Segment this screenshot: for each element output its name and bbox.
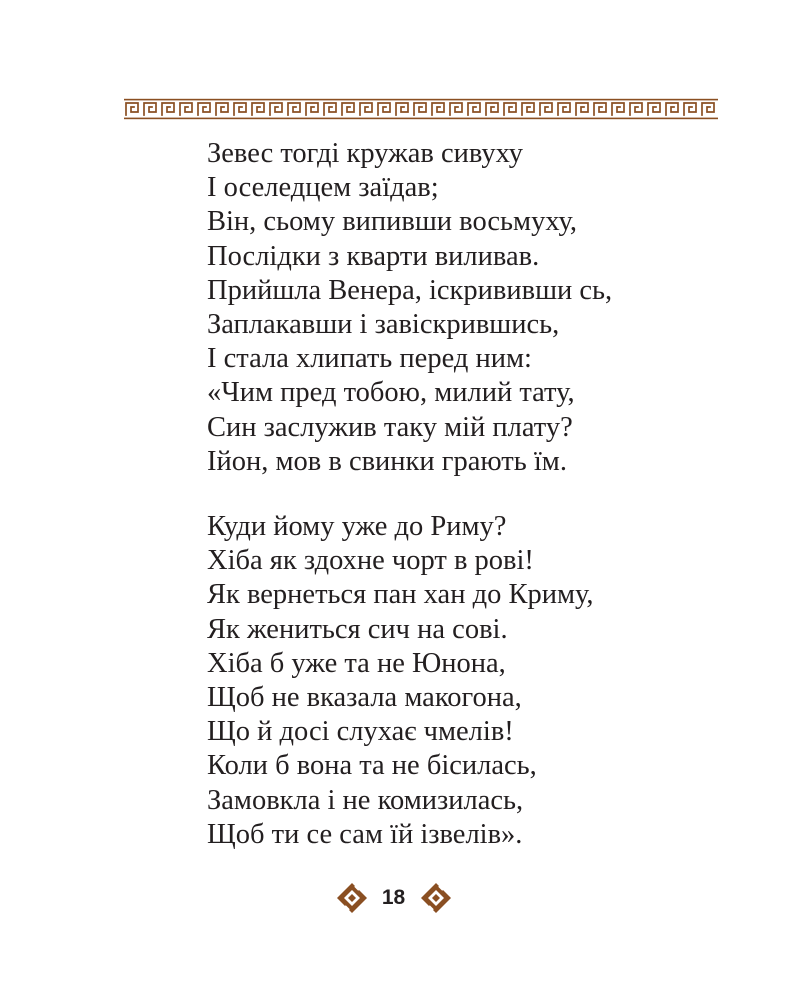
verse-line: Замовкла і не комизилась, bbox=[207, 784, 524, 816]
verse-line: Що й досі слухає чмелів! bbox=[207, 716, 514, 748]
page-footer bbox=[0, 880, 787, 916]
verse-line: Хіба як здохне чорт в рові! bbox=[207, 545, 534, 577]
diamond-spiral-ornament-icon bbox=[335, 881, 369, 915]
verse-line: Щоб ти се сам їй ізвелів». bbox=[207, 818, 523, 850]
diamond-spiral-ornament-icon bbox=[419, 881, 453, 915]
verse-line: «Чим пред тобою, милий тату, bbox=[207, 377, 575, 409]
verse-line: І стала хлипать перед ним: bbox=[207, 343, 532, 375]
verse-line: Коли б вона та не бісилась, bbox=[207, 750, 537, 782]
poem-stanza-1 bbox=[207, 137, 612, 479]
verse-line: Куди йому уже до Риму? bbox=[207, 511, 507, 542]
verse-line: Зевес тогді кружав сивуху bbox=[207, 138, 524, 169]
verse-line: І оселедцем заїдав; bbox=[207, 172, 439, 204]
greek-meander-border bbox=[124, 98, 718, 120]
verse-line: Хіба б уже та не Юнона, bbox=[207, 647, 506, 679]
poem-stanza-2 bbox=[207, 510, 594, 852]
verse-line: Він, сьому випивши восьмуху, bbox=[207, 206, 578, 238]
verse-line: Прийшла Венера, іскрививши сь, bbox=[207, 274, 613, 306]
verse-line: Як жениться сич на сові. bbox=[207, 613, 508, 645]
verse-line: Син заслужив таку мій плату? bbox=[207, 411, 573, 443]
verse-line: Як вернеться пан хан до Криму, bbox=[207, 579, 594, 611]
verse-line: Послідки з кварти виливав. bbox=[207, 240, 540, 272]
verse-line: Щоб не вказала макогона, bbox=[207, 682, 522, 714]
verse-line: Заплакавши і завіскрившись, bbox=[207, 309, 560, 341]
page-number: 18 bbox=[381, 886, 406, 909]
verse-line: Ійон, мов в свинки грають їм. bbox=[207, 445, 567, 477]
